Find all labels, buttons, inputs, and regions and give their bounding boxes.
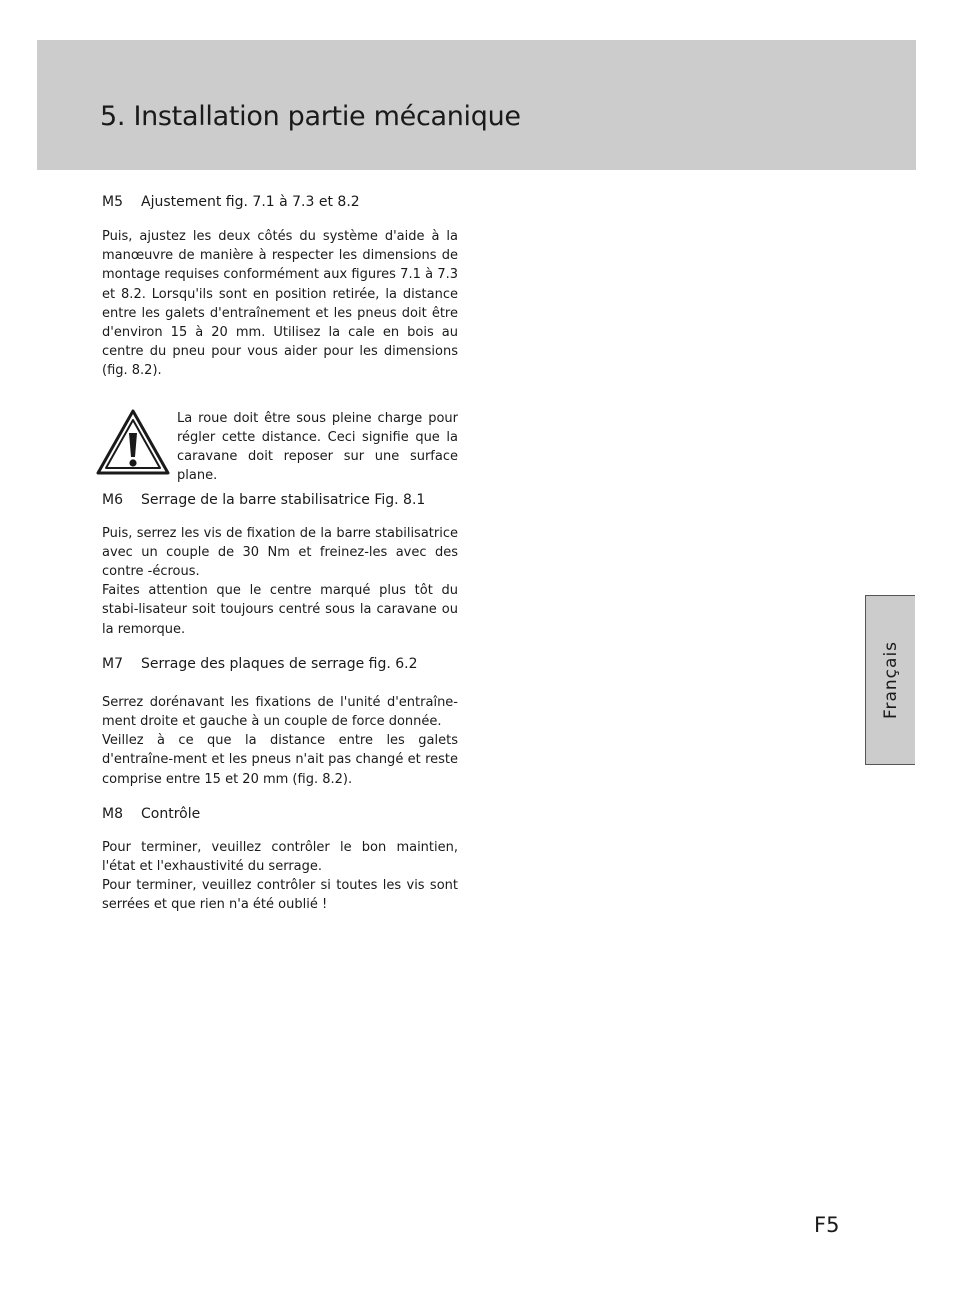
section-number: M8	[102, 805, 123, 822]
section-heading	[102, 804, 458, 824]
section-heading	[102, 654, 458, 674]
section-paragraph: Pour terminer, veuillez contrôler si toutes les vis sont serrées et que rien n'a été oublié !	[102, 878, 458, 913]
section-title: Serrage des plaques de serrage fig. 6.2	[141, 655, 418, 672]
section-m5	[102, 192, 458, 484]
section-paragraph: Puis, ajustez les deux côtés du système d'aide à la manœuvre de manière à respecter les dimensions de montage requises conformément aux figures 7.1 à 7.3 et 8.2. Lorsqu'ils sont en position retirée, la distance entre les galets d'entraînement et les pneus doit être d'environ 15 à 20 mm. Utilisez la cale en bois au centre du pneu pour vous aider pour les dimensions (fig. 8.2).	[102, 229, 458, 379]
section-heading	[102, 192, 458, 212]
language-tab	[865, 595, 915, 765]
section-title: Contrôle	[141, 805, 201, 822]
warning-text: La roue doit être sous pleine charge pour régler cette distance. Ceci signifie que la caravane doit reposer sur une surface plane.	[177, 410, 458, 484]
section-paragraph: Puis, serrez les vis de fixation de la barre stabilisatrice avec un couple de 30 Nm et freinez-les avec des contre -écrous.	[102, 525, 458, 580]
main-content	[102, 192, 458, 915]
section-m7	[102, 654, 458, 789]
section-title: Ajustement fig. 7.1 à 7.3 et 8.2	[141, 194, 360, 210]
section-paragraph: Pour terminer, veuillez contrôler le bon maintien, l'état et l'exhaustivité du serrage.	[102, 839, 458, 875]
section-m6	[102, 490, 458, 639]
section-number: M6	[102, 491, 123, 508]
section-paragraph: Serrez dorénavant les fixations de l'unité d'entraîne-ment droite et gauche à un couple de force donnée.	[102, 694, 458, 730]
section-m8	[102, 804, 458, 915]
warning-block	[102, 409, 458, 484]
section-title: Serrage de la barre stabilisatrice Fig. 8.1	[141, 491, 426, 508]
page-number: F5	[814, 1213, 840, 1237]
section-paragraph: Faites attention que le centre marqué plus tôt du stabi-lisateur soit toujours centré sous la caravane ou la remorque.	[102, 583, 458, 637]
warning-icon	[96, 409, 170, 475]
section-number: M7	[102, 655, 123, 672]
section-heading	[102, 490, 458, 510]
page-title: 5. Installation partie mécanique	[100, 101, 521, 132]
language-tab-label: Français	[880, 640, 901, 720]
section-paragraph: Veillez à ce que la distance entre les galets d'entraîne-ment et les pneus n'ait pas changé et reste comprise entre 15 et 20 mm (fig. 8.2).	[102, 733, 458, 787]
section-number: M5	[102, 194, 123, 210]
